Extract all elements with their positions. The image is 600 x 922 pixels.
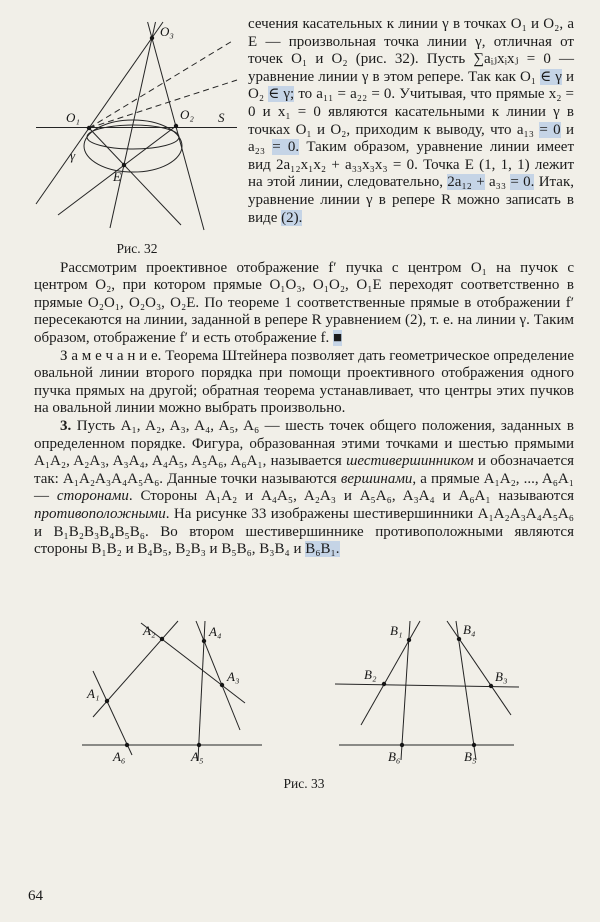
figure-32-caption: Рис. 32 [116, 241, 158, 256]
point-A2 [160, 636, 164, 640]
line-A2-A3 [141, 623, 245, 703]
remark-lead: З а м е ч а н и е. [60, 347, 162, 364]
fig33-hexagon-B-points [382, 636, 493, 746]
fig33-hexagon-A-points [105, 636, 224, 746]
term-sides: сторонами [56, 488, 129, 505]
qed-square: ■ [332, 329, 343, 346]
page-number: 64 [28, 888, 43, 904]
point-O3 [150, 36, 154, 40]
point-A1 [105, 698, 109, 702]
paragraph-projective-map [34, 260, 574, 348]
dashed-ray-1 [89, 40, 234, 128]
text-run: Теорема Штейнера позволяет дать геометрическое определение овальной линии второго порядка при помощи проективного отображения одного пучка прямых на другой; обратная теорема устанавливает, что центры этих пучков на овальной линии можно выбрать произвольно. [34, 347, 574, 417]
label-A2: A₂ [143, 622, 156, 638]
point-A5 [197, 742, 201, 746]
label-B4: B₄ [463, 621, 476, 637]
scan-highlight: B₆B₁. [305, 541, 340, 558]
term-vertices: вершинами [340, 470, 413, 487]
text-run: a₃₃ [484, 174, 511, 191]
point-O2 [174, 124, 178, 128]
dashed-ray-2 [89, 80, 237, 128]
label-A6: A₆ [113, 748, 126, 764]
line-O3-O1 [36, 22, 163, 204]
label-B3: B₃ [495, 668, 508, 684]
text-run: Таким образом, уравнение линии имеет вид 2a₁₂x₁x₂ + a₃₃x₃x₃ = 0. Точка E (1, 1, 1) лежит на этой линии, следовательно, [248, 139, 574, 191]
label-B1: B₁ [390, 622, 403, 638]
item-number: 3. [60, 417, 72, 434]
fig32-labels [66, 24, 225, 184]
fig33-hexagon-B-lines [335, 621, 519, 760]
point-B4 [457, 636, 461, 640]
line-B4-B5 [456, 621, 476, 760]
label-gamma: γ [70, 148, 76, 163]
point-A4 [202, 638, 206, 642]
scan-highlight: ∈ γ; [268, 86, 295, 103]
term-opposite: противоположными [34, 505, 166, 522]
point-A3 [220, 682, 224, 686]
figure-33-drawing [69, 615, 539, 773]
fig33-hexagon-A-labels [86, 623, 239, 764]
line-A6-A1 [93, 671, 132, 755]
line-O1-E [89, 128, 181, 225]
scan-highlight: ∈ γ [540, 68, 562, 85]
label-A5: A₅ [191, 748, 204, 764]
term-hexagon: шестивершинником [346, 453, 474, 470]
label-A4: A₄ [209, 623, 222, 639]
point-B1 [407, 637, 411, 641]
figure-32-drawing [34, 20, 240, 238]
label-E: E [113, 169, 121, 184]
label-O2: O₂ [180, 107, 194, 122]
text-run: сечения касательных к линии γ в точках O₁ и O₂, а E — произвольная точка линии γ, отличная от точек O₁ и O₂ (рис. 32). Пусть ∑aᵢⱼxᵢxⱼ = 0 — уравнение линии γ в этом репере. Так как O₁ [248, 16, 574, 85]
scan-highlight: (2). [281, 209, 303, 226]
text-run: Итак, уравнение линии γ в репере R можно записать в виде [248, 174, 574, 226]
label-B5: B₅ [464, 748, 477, 764]
figure-33 [34, 615, 574, 793]
point-B2 [382, 681, 386, 685]
text-run: и O₂ [248, 68, 575, 103]
fig33-hexagon-A-lines [82, 621, 262, 760]
point-B3 [489, 683, 493, 687]
point-O1 [87, 126, 91, 130]
text-run: и a₂₃ [248, 121, 574, 156]
conic-gamma-inner [87, 125, 179, 149]
scan-highlight: = 0. [510, 174, 535, 191]
label-O1: O₁ [66, 110, 80, 125]
text-run: . На рисунке 33 изображены шестивершинники A₁A₂A₃A₄A₅A₆ и B₁B₂B₃B₄B₅B₆. Во втором шестивершиннике противоположными являются стороны B₁B₂ и B₄B₅, B₂B₃ и B₅B₆, B₃B₄ и [34, 505, 574, 558]
paragraph-remark [34, 348, 574, 418]
line-B3-B4 [447, 621, 511, 715]
point-E [122, 163, 126, 167]
text-run: и обозначается так: A₁A₂A₃A₄A₅A₆. Данные точки называются [34, 453, 574, 487]
point-B5 [472, 742, 476, 746]
point-A6 [125, 742, 129, 746]
text-run: то a₁₁ = a₂₂ = 0. Учитывая, что прямые x₂ = 0 и x₁ = 0 являются касательными к линии γ в точках O₁ и O₂, приходим к выводу, что a₁₃ [248, 86, 574, 138]
text-run: . Стороны A₁A₂ и A₄A₅, A₂A₃ и A₅A₆, A₃A₄ и A₆A₁ называются [128, 488, 574, 505]
label-S: S [218, 110, 225, 125]
text-run: , а прямые A₁A₂, ..., A₆A₁ — [34, 470, 574, 505]
figure-32 [34, 20, 240, 258]
figure-33-caption: Рис. 33 [283, 775, 325, 791]
fig32-lines [36, 22, 237, 230]
label-A1: A₁ [87, 685, 100, 701]
scan-highlight: 2a₁₂ + [447, 174, 485, 191]
label-O3: O₃ [160, 24, 174, 39]
scan-highlight: = 0. [272, 139, 300, 156]
label-A3: A₃ [227, 668, 240, 684]
point-B6 [400, 742, 404, 746]
paragraph-hexagon-definition [34, 418, 574, 559]
text-run: Пусть A₁, A₂, A₃, A₄, A₅, A₆ — шесть точек общего положения, заданных в определенном порядке. Фигура, образованная этими точками и шестью прямыми A₁A₂, A₂A₃, A₃A₄, A₄A₅, A₅A₆, A₆A₁, называется [34, 417, 574, 470]
text-run: Рассмотрим проективное отображение f′ пучка с центром O₁ на пучок с центром O₂, при котором прямые O₁O₃, O₁O₂, O₁E переходят соответственно в прямые O₂O₁, O₂O₃, O₂E. По теореме 1 соответственные прямые в отображении f′ пересекаются на линии, заданной в репере R уравнением (2), т. е. на линии γ. Таким образом, отображение f′ и есть отображение f. [34, 259, 574, 346]
label-B6: B₆ [388, 748, 401, 764]
fig33-hexagon-B-labels [364, 622, 507, 764]
label-B2: B₂ [364, 666, 377, 682]
scan-highlight: = 0 [539, 121, 561, 138]
